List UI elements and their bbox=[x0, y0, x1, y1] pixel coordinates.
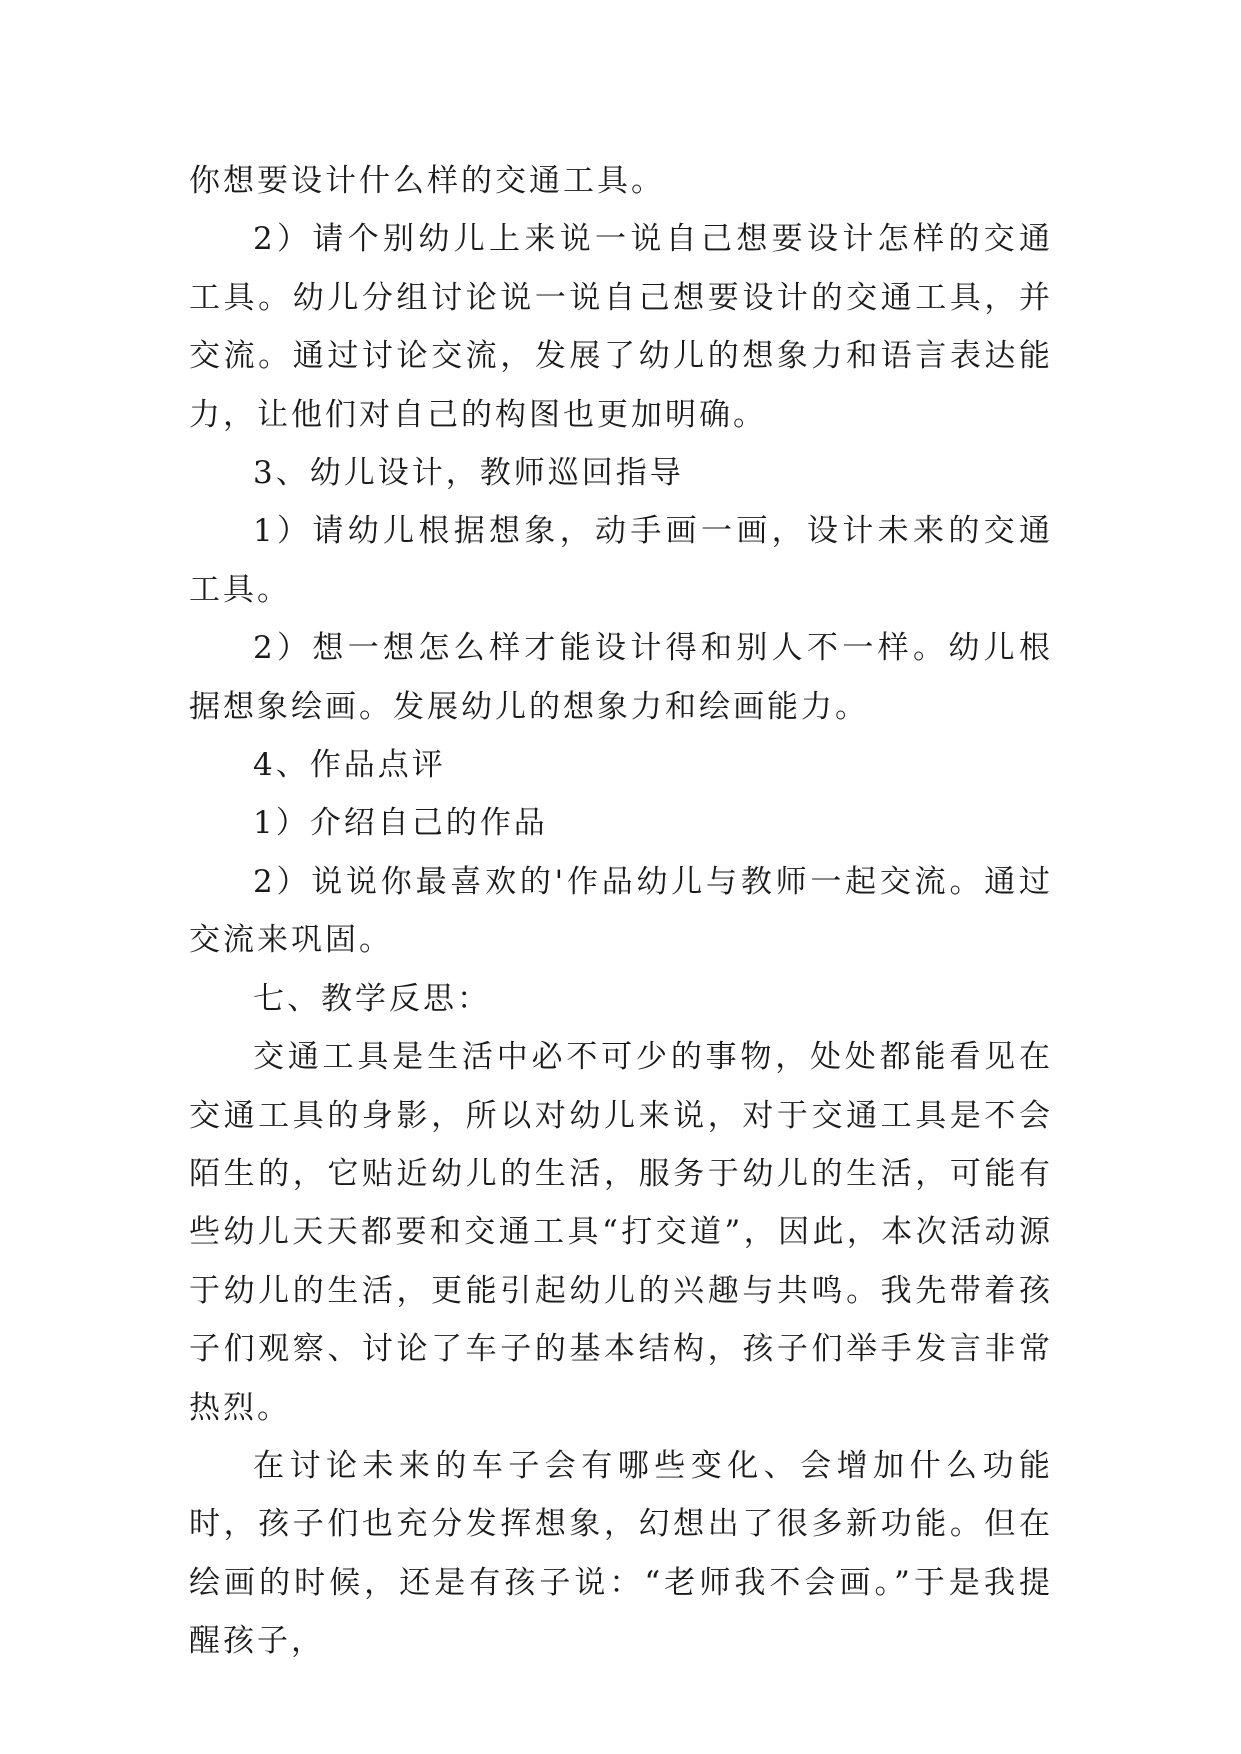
paragraph-8: 2）说说你最喜欢的'作品幼儿与教师一起交流。通过交流来巩固。 bbox=[189, 863, 1053, 959]
paragraph-11: 在讨论未来的车子会有哪些变化、会增加什么功能时，孩子们也充分发挥想象，幻想出了很多新功能。但在绘画的时候，还是有孩子说：“老师我不会画。”于是我提醒孩子， bbox=[189, 1447, 1053, 1660]
paragraph-2: 2）请个别幼儿上来说一说自己想要设计怎样的交通工具。幼儿分组讨论说一说自己想要设计的交通工具，并交流。通过讨论交流，发展了幼儿的想象力和语言表达能力，让他们对自己的构图也更加明确。 bbox=[189, 221, 1053, 433]
paragraph-5: 2）想一想怎么样才能设计得和别人不一样。幼儿根据想象绘画。发展幼儿的想象力和绘画能力。 bbox=[189, 630, 1053, 725]
paragraph-10: 交通工具是生活中必不可少的事物，处处都能看见在交通工具的身影，所以对幼儿来说，对于交通工具是不会陌生的，它贴近幼儿的生活，服务于幼儿的生活，可能有些幼儿天天都要和交通工具“打交道”，因此，本次活动源于幼儿的生活，更能引起幼儿的兴趣与共鸣。我先带着孩子们观察、讨论了车子的基本结构，孩子们举手发言非常热烈。 bbox=[189, 1039, 1053, 1426]
paragraph-1: 你想要设计什么样的交通工具。 bbox=[189, 163, 665, 199]
paragraph-6: 4、作品点评 bbox=[253, 747, 446, 784]
paragraph-7: 1）介绍自己的作品 bbox=[253, 805, 548, 842]
section-heading-reflection: 七、教学反思： bbox=[253, 980, 491, 1017]
paragraph-3: 3、幼儿设计，教师巡回指导 bbox=[253, 455, 684, 492]
document-body bbox=[189, 152, 1053, 1671]
paragraph-4: 1）请幼儿根据想象，动手画一画，设计未来的交通工具。 bbox=[189, 513, 1053, 608]
